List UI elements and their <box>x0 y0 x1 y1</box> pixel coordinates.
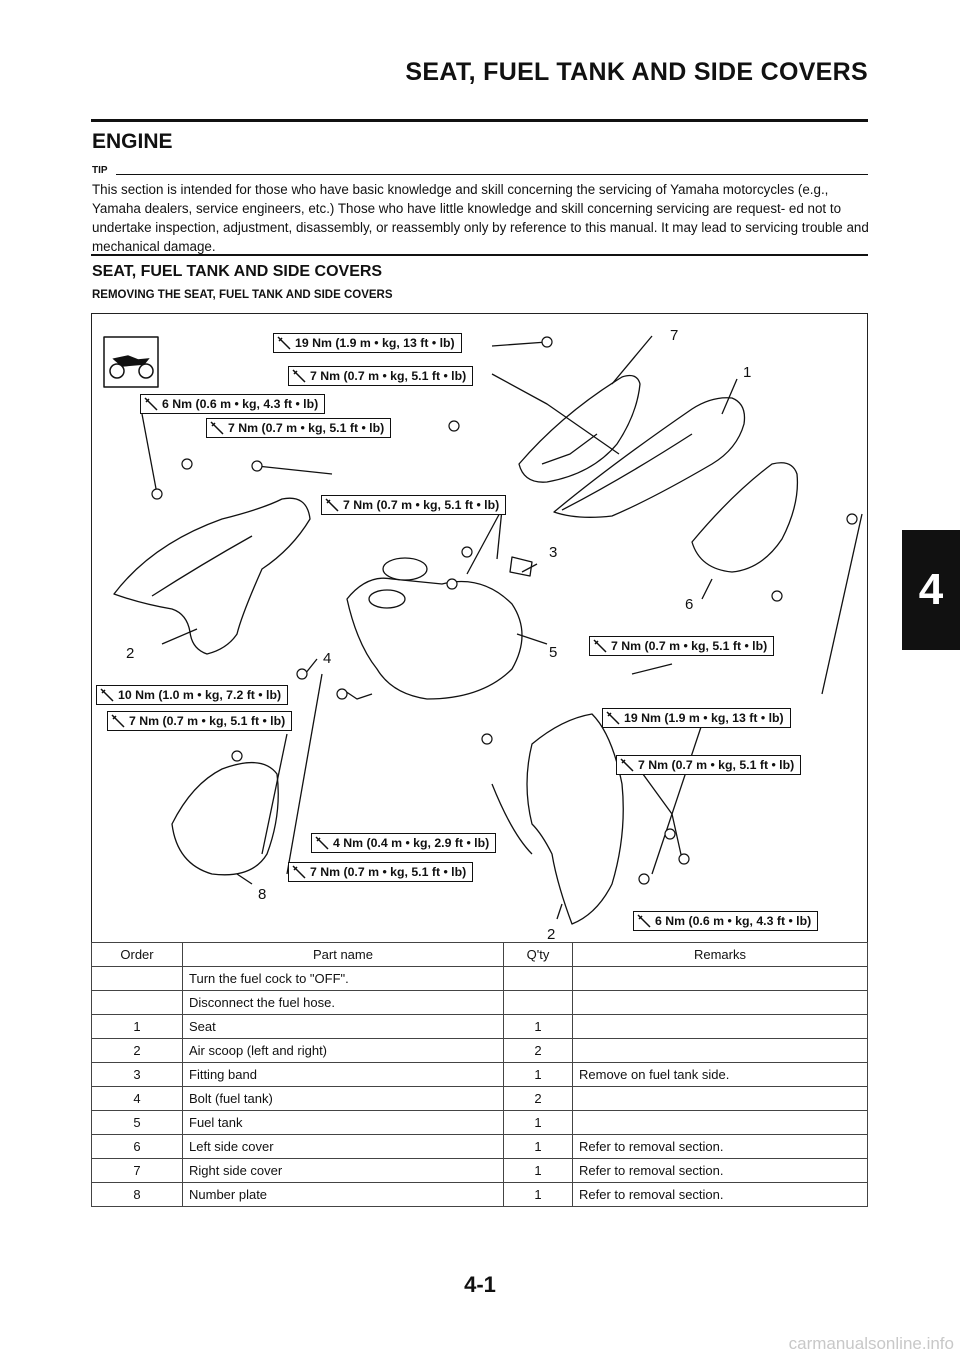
column-header-remarks: Remarks <box>573 943 868 967</box>
torque-label: 19 Nm (1.9 m • kg, 13 ft • lb) <box>602 708 791 728</box>
row-part-name: Air scoop (left and right) <box>183 1039 504 1063</box>
torque-wrench-icon <box>291 368 307 384</box>
row-remarks <box>573 967 868 991</box>
table-row <box>92 1063 868 1087</box>
row-qty: 1 <box>504 1063 573 1087</box>
air-scoop-lower <box>527 714 623 924</box>
table-row <box>92 1039 868 1063</box>
left-side-cover <box>692 463 797 572</box>
callout-number: 3 <box>549 544 558 561</box>
torque-label: 4 Nm (0.4 m • kg, 2.9 ft • lb) <box>311 833 496 853</box>
chapter-tab: 4 <box>902 530 960 650</box>
row-part-name: Fitting band <box>183 1063 504 1087</box>
row-remarks <box>573 1087 868 1111</box>
page-title: SEAT, FUEL TANK AND SIDE COVERS <box>405 58 868 86</box>
watermark: carmanualsonline.info <box>788 1334 954 1353</box>
row-qty: 1 <box>504 1015 573 1039</box>
column-header-part-name: Part name <box>183 943 504 967</box>
callout-number: 7 <box>670 327 679 344</box>
torque-wrench-icon <box>99 687 115 703</box>
tip-text: This section is intended for those who have basic knowledge and skill concerning the servicing of Yamaha motorcycles (e.g., Yamaha dealers, service engineers, etc.) Those who have little knowledge and skill concerning servicing are request- ed not to undertake inspection, adjustment, disassembly, or reassembly only by reference to this manual. It may lead to servicing trouble and mechanical damage. <box>92 182 869 254</box>
torque-label: 7 Nm (0.7 m • kg, 5.1 ft • lb) <box>288 862 473 882</box>
row-part-name: Fuel tank <box>183 1111 504 1135</box>
engine-heading: ENGINE <box>92 130 173 153</box>
table-row <box>92 1159 868 1183</box>
callout-number: 2 <box>126 645 135 662</box>
header-rule <box>91 119 868 122</box>
number-plate <box>172 763 278 875</box>
row-qty: 2 <box>504 1087 573 1111</box>
fuel-cap <box>383 558 427 580</box>
row-qty: 1 <box>504 1183 573 1207</box>
tip-rule <box>116 174 868 175</box>
row-part-name: Bolt (fuel tank) <box>183 1087 504 1111</box>
tip-end-rule <box>91 254 868 256</box>
page-number: 4-1 <box>464 1272 496 1297</box>
torque-wrench-icon <box>143 396 159 412</box>
row-order <box>92 991 183 1015</box>
torque-wrench-icon <box>636 913 652 929</box>
row-part-name: Left side cover <box>183 1135 504 1159</box>
row-qty: 1 <box>504 1111 573 1135</box>
torque-label: 10 Nm (1.0 m • kg, 7.2 ft • lb) <box>96 685 288 705</box>
parts-table <box>91 942 868 1207</box>
table-header-row <box>92 943 868 967</box>
row-qty: 1 <box>504 1159 573 1183</box>
row-order: 8 <box>92 1183 183 1207</box>
callout-number: 1 <box>743 364 752 381</box>
section-subheading: REMOVING THE SEAT, FUEL TANK AND SIDE COVERS <box>92 289 393 301</box>
torque-label: 7 Nm (0.7 m • kg, 5.1 ft • lb) <box>616 755 801 775</box>
torque-label: 7 Nm (0.7 m • kg, 5.1 ft • lb) <box>321 495 506 515</box>
row-remarks <box>573 991 868 1015</box>
row-order: 4 <box>92 1087 183 1111</box>
torque-label: 7 Nm (0.7 m • kg, 5.1 ft • lb) <box>589 636 774 656</box>
row-remarks: Refer to removal section. <box>573 1159 868 1183</box>
row-order: 6 <box>92 1135 183 1159</box>
exploded-diagram <box>91 313 868 943</box>
row-remarks <box>573 1015 868 1039</box>
row-order: 7 <box>92 1159 183 1183</box>
column-header-qty: Q'ty <box>504 943 573 967</box>
torque-label: 19 Nm (1.9 m • kg, 13 ft • lb) <box>273 333 462 353</box>
torque-wrench-icon <box>314 835 330 851</box>
row-qty <box>504 991 573 1015</box>
torque-wrench-icon <box>209 420 225 436</box>
column-header-order: Order <box>92 943 183 967</box>
torque-label: 6 Nm (0.6 m • kg, 4.3 ft • lb) <box>140 394 325 414</box>
row-part-name: Disconnect the fuel hose. <box>183 991 504 1015</box>
row-qty: 1 <box>504 1135 573 1159</box>
table-row <box>92 1087 868 1111</box>
row-remarks <box>573 1111 868 1135</box>
row-part-name: Number plate <box>183 1183 504 1207</box>
table-row <box>92 1015 868 1039</box>
fitting-band <box>510 557 532 576</box>
row-part-name: Turn the fuel cock to "OFF". <box>183 967 504 991</box>
row-qty <box>504 967 573 991</box>
row-remarks <box>573 1039 868 1063</box>
table-row <box>92 991 868 1015</box>
tip-label: TIP <box>92 165 108 176</box>
torque-wrench-icon <box>592 638 608 654</box>
callout-number: 8 <box>258 886 267 903</box>
row-part-name: Seat <box>183 1015 504 1039</box>
torque-label: 7 Nm (0.7 m • kg, 5.1 ft • lb) <box>206 418 391 438</box>
row-order <box>92 967 183 991</box>
torque-wrench-icon <box>291 864 307 880</box>
table-row <box>92 1111 868 1135</box>
row-order: 2 <box>92 1039 183 1063</box>
row-remarks: Remove on fuel tank side. <box>573 1063 868 1087</box>
row-remarks: Refer to removal section. <box>573 1183 868 1207</box>
torque-label: 7 Nm (0.7 m • kg, 5.1 ft • lb) <box>288 366 473 386</box>
callout-number: 5 <box>549 644 558 661</box>
air-scoop-upper <box>114 498 310 654</box>
callout-number: 4 <box>323 650 332 667</box>
table-row <box>92 967 868 991</box>
torque-wrench-icon <box>276 335 292 351</box>
torque-label: 6 Nm (0.6 m • kg, 4.3 ft • lb) <box>633 911 818 931</box>
torque-wrench-icon <box>605 710 621 726</box>
row-part-name: Right side cover <box>183 1159 504 1183</box>
table-row <box>92 1183 868 1207</box>
row-qty: 2 <box>504 1039 573 1063</box>
torque-wrench-icon <box>619 757 635 773</box>
row-order: 3 <box>92 1063 183 1087</box>
row-remarks: Refer to removal section. <box>573 1135 868 1159</box>
callout-number: 6 <box>685 596 694 613</box>
torque-label: 7 Nm (0.7 m • kg, 5.1 ft • lb) <box>107 711 292 731</box>
section-heading: SEAT, FUEL TANK AND SIDE COVERS <box>92 263 383 280</box>
torque-wrench-icon <box>110 713 126 729</box>
row-order: 1 <box>92 1015 183 1039</box>
torque-wrench-icon <box>324 497 340 513</box>
row-order: 5 <box>92 1111 183 1135</box>
table-row <box>92 1135 868 1159</box>
callout-number: 2 <box>547 926 556 943</box>
